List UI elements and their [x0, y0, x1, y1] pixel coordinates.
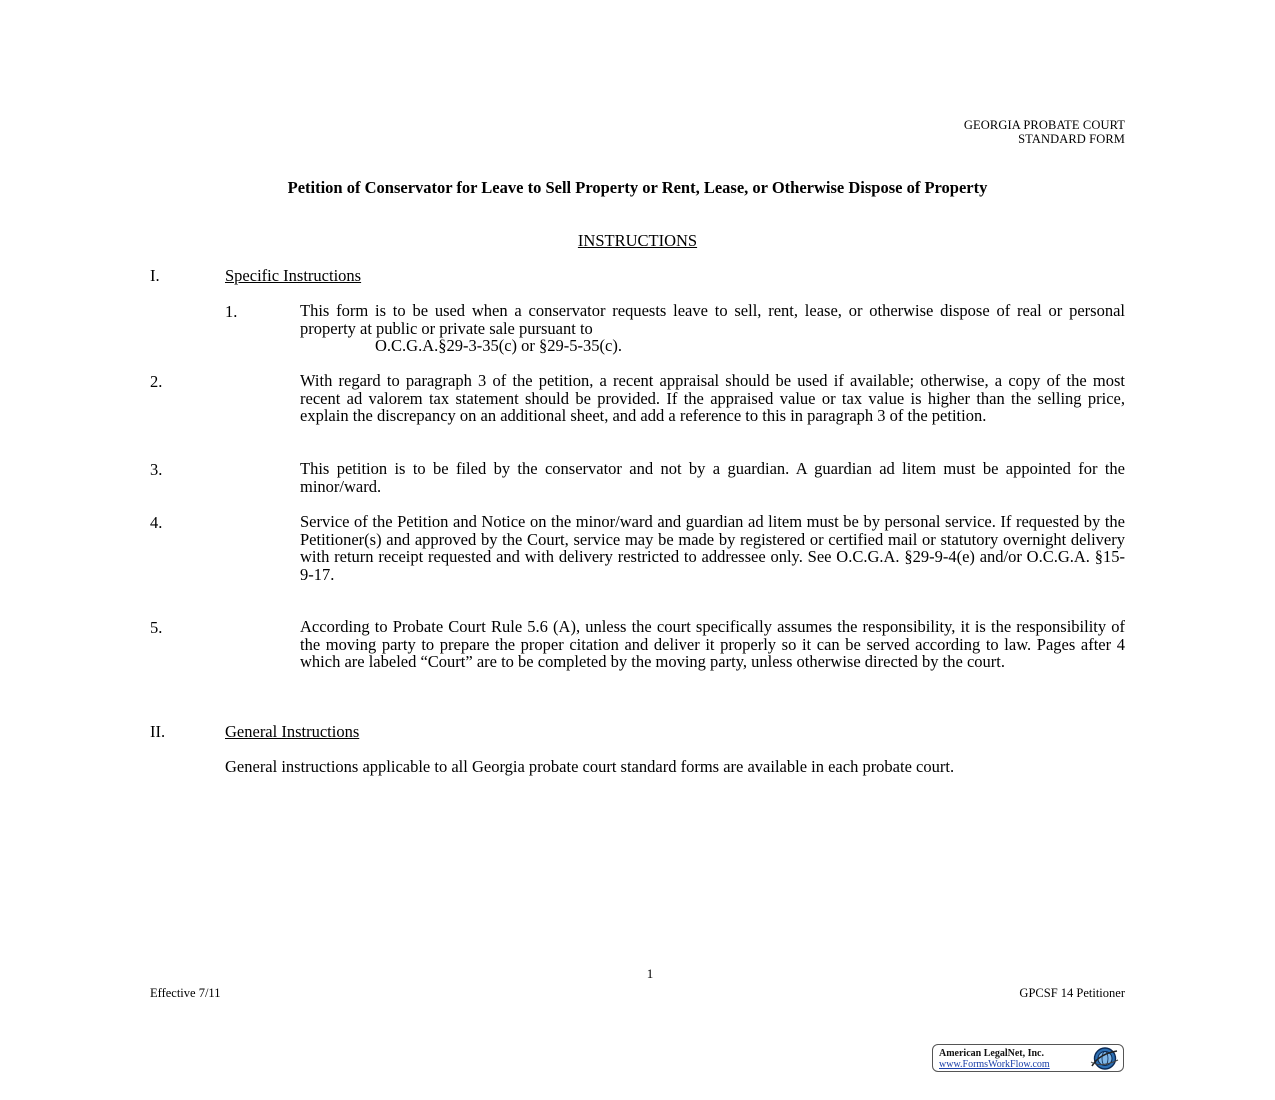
instructions-heading: INSTRUCTIONS: [577, 231, 698, 250]
item-number: 4.: [150, 513, 163, 532]
badge-url-link[interactable]: www.FormsWorkFlow.com: [939, 1059, 1050, 1070]
section-number: II.: [150, 722, 166, 741]
section-title-general: General Instructions: [225, 722, 360, 741]
instruction-item-1: [300, 302, 1125, 355]
statute-citation: O.C.G.A.§29-3-35(c) or §29-5-35(c).: [375, 336, 622, 355]
legalnet-badge[interactable]: [932, 1044, 1124, 1072]
item-number: 1.: [225, 302, 238, 321]
instruction-item-2: With regard to paragraph 3 of the petition, a recent appraisal should be used if available; otherwise, a copy of the most recent ad valorem tax statement should be provided. If the appraised value or tax value is higher than the selling price, explain the discrepancy on an additional sheet, and add a reference to this in paragraph 3 of the petition.: [300, 371, 1125, 425]
globe-logo-icon: [1087, 1046, 1121, 1071]
section-title-specific: Specific Instructions: [225, 266, 362, 285]
effective-date: Effective 7/11: [150, 986, 221, 1000]
form-header: [964, 118, 1125, 146]
instruction-item-3: This petition is to be filed by the conservator and not by a guardian. A guardian ad litem must be appointed for the minor/ward.: [300, 459, 1125, 496]
form-id: GPCSF 14 Petitioner: [1019, 986, 1125, 1000]
section-number: I.: [150, 266, 160, 285]
badge-company: American LegalNet, Inc.: [939, 1048, 1044, 1059]
form-type: STANDARD FORM: [1018, 132, 1125, 146]
item-number: 3.: [150, 460, 163, 479]
general-instructions-text: General instructions applicable to all Georgia probate court standard forms are available in each probate court.: [225, 757, 955, 776]
instruction-item-5: According to Probate Court Rule 5.6 (A), unless the court specifically assumes the responsibility, it is the responsibility of the moving party to prepare the proper citation and deliver it properly so it can be served according to law. Pages after 4 which are labeled “Court” are to be completed by the moving party, unless otherwise directed by the court.: [300, 617, 1125, 671]
item-number: 5.: [150, 618, 163, 637]
item-number: 2.: [150, 372, 163, 391]
instruction-item-4: Service of the Petition and Notice on the minor/ward and guardian ad litem must be by personal service. If requested by the Petitioner(s) and approved by the Court, service may be made by registered or certified mail or statutory overnight delivery with return receipt requested and with delivery restricted to addressee only. See O.C.G.A. §29-9-4(e) and/or O.C.G.A. §15-9-17.: [300, 512, 1125, 584]
document-title: Petition of Conservator for Leave to Sell Property or Rent, Lease, or Otherwise Dispose of Property: [287, 178, 988, 197]
item-text: This form is to be used when a conservator requests leave to sell, rent, lease, or otherwise dispose of real or personal property at public or private sale pursuant to: [300, 301, 1125, 338]
court-name: GEORGIA PROBATE COURT: [963, 118, 1125, 132]
page-number: 1: [646, 966, 654, 981]
